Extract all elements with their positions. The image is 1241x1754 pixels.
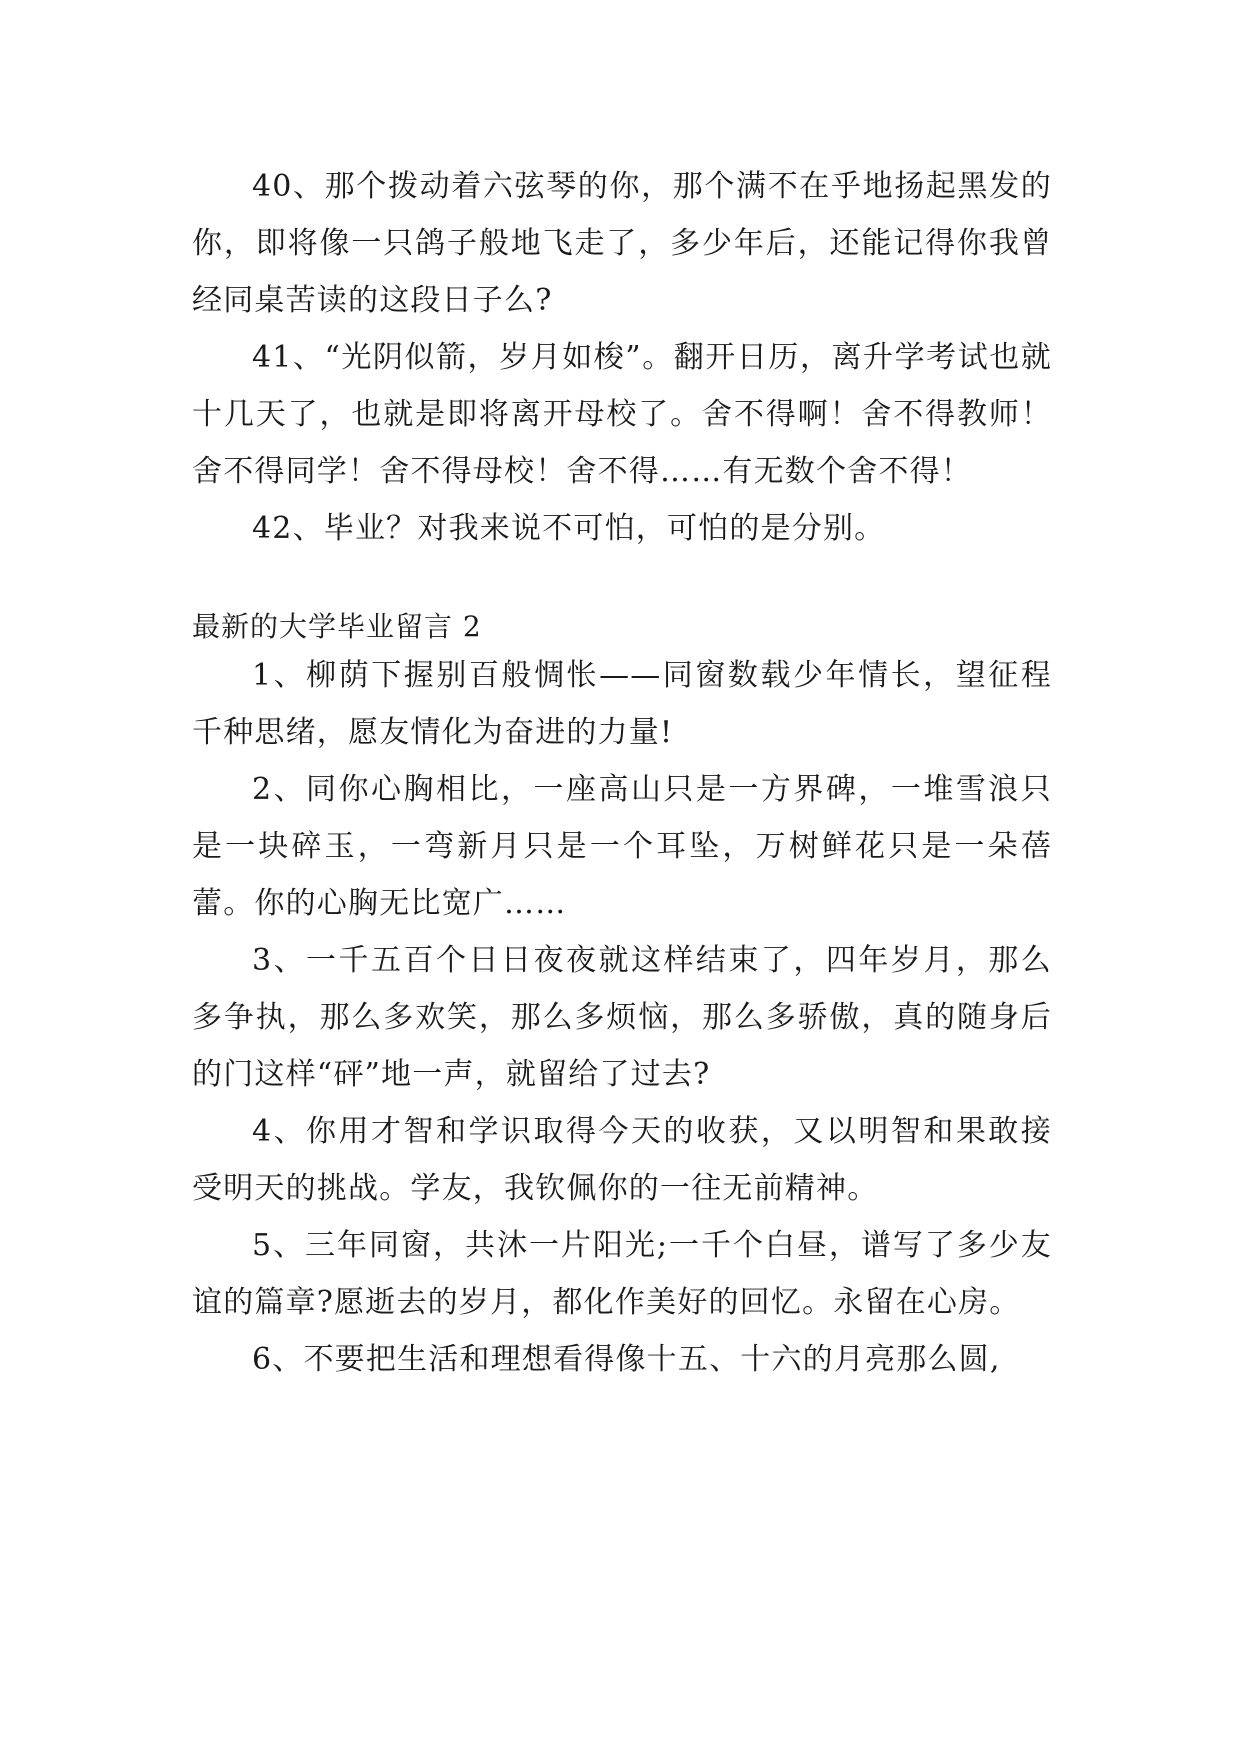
section-title: 最新的大学毕业留言 2: [192, 610, 482, 643]
document-body: [192, 158, 1052, 1388]
section-spacer: [192, 557, 1052, 607]
paragraph-42: 42、毕业？对我来说不可怕，可怕的是分别。: [252, 511, 886, 546]
paragraph-40: 40、那个拨动着六弦琴的你，那个满不在乎地扬起黑发的你，即将像一只鸽子般地飞走了，多少年后，还能记得你我曾经同桌苦读的这段日子么?: [192, 169, 1052, 318]
paragraph-41: 41、“光阴似箭，岁月如梭”。翻开日历，离升学考试也就十几天了，也就是即将离开母校了。舍不得啊！舍不得教师！舍不得同学！舍不得母校！舍不得……有无数个舍不得！: [192, 340, 1052, 489]
paragraph-2: 2、同你心胸相比，一座高山只是一方界碑，一堆雪浪只是一块碎玉，一弯新月只是一个耳坠，万树鲜花只是一朵蓓蕾。你的心胸无比宽广……: [192, 772, 1052, 921]
paragraph-4: 4、你用才智和学识取得今天的收获，又以明智和果敢接受明天的挑战。学友，我钦佩你的一往无前精神。: [192, 1114, 1052, 1206]
paragraph-1: 1、柳荫下握别百般惆怅——同窗数载少年情长，望征程千种思绪，愿友情化为奋进的力量!: [192, 658, 1052, 750]
paragraph-3: 3、一千五百个日日夜夜就这样结束了，四年岁月，那么多争执，那么多欢笑，那么多烦恼，那么多骄傲，真的随身后的门这样“砰”地一声，就留给了过去?: [192, 943, 1052, 1092]
paragraph-5: 5、三年同窗，共沐一片阳光;一千个白昼，谱写了多少友谊的篇章?愿逝去的岁月，都化作美好的回忆。永留在心房。: [192, 1228, 1052, 1320]
paragraph-6: 6、不要把生活和理想看得像十五、十六的月亮那么圆,: [252, 1342, 1001, 1377]
